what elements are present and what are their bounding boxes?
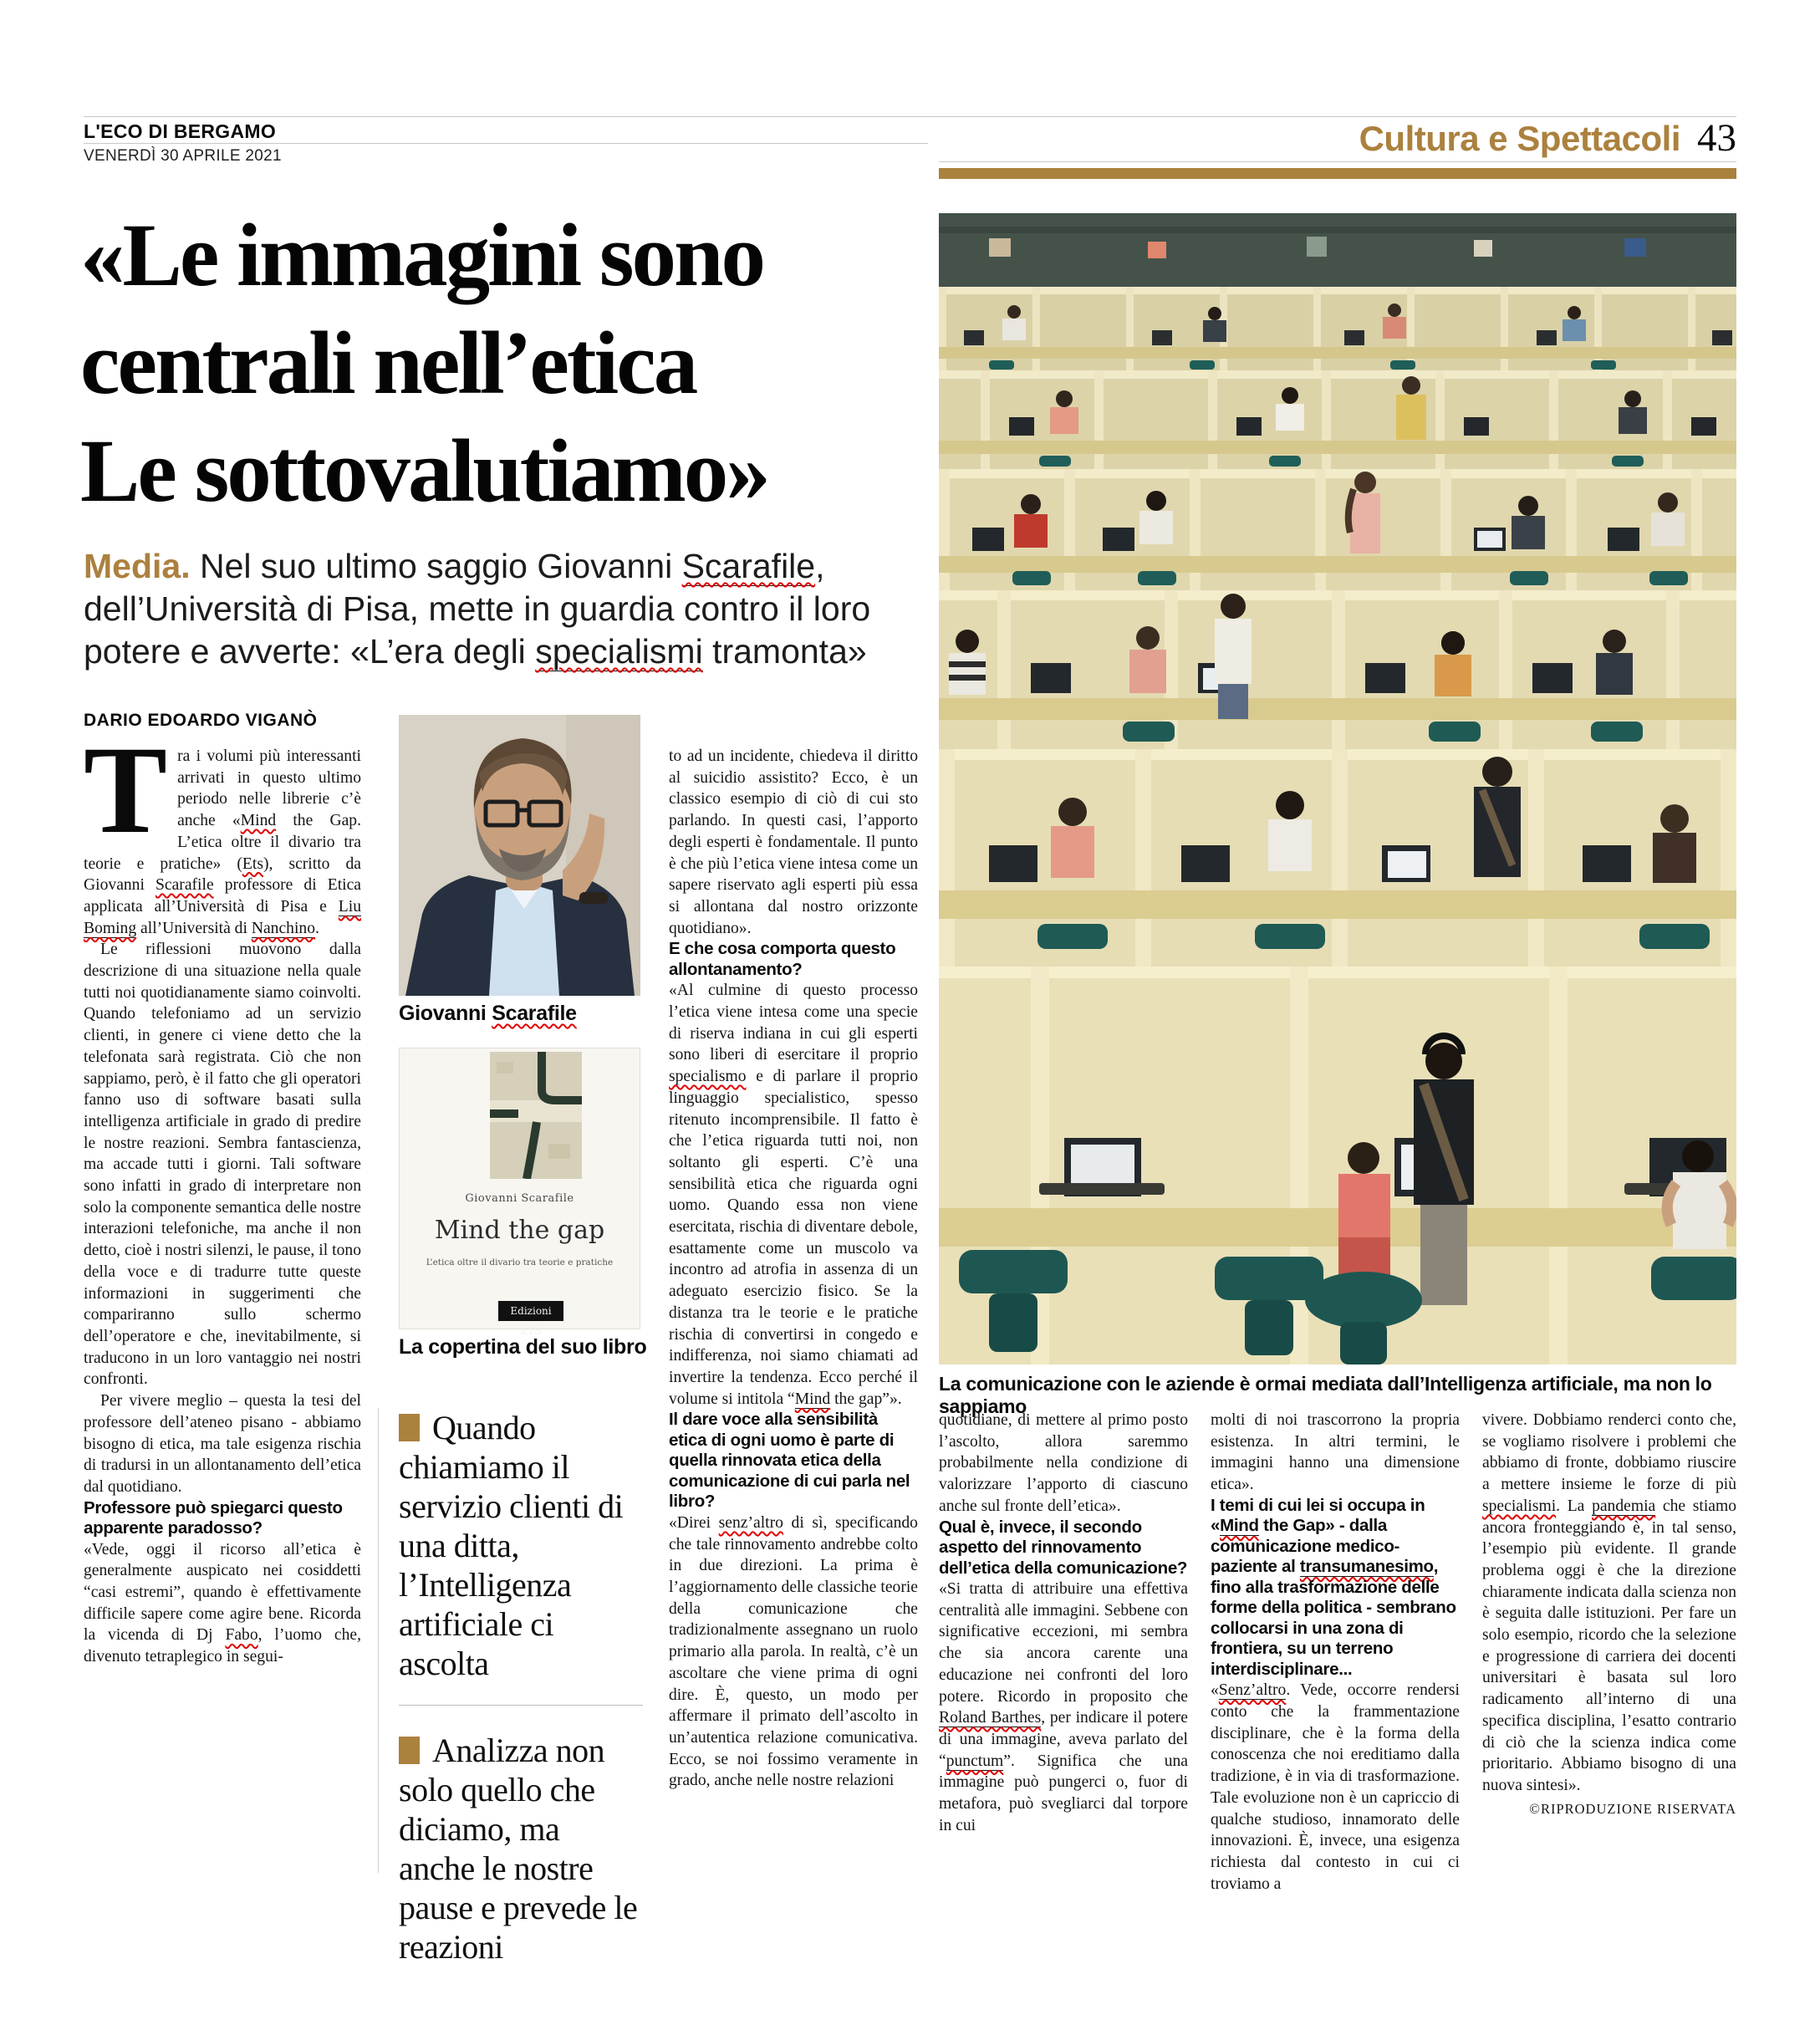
- interview-question: Il dare voce alla sensibilità etica di ogni uomo è parte di quella rinnovata etica della comunicazione di cui parla nel libro?: [669, 1410, 910, 1512]
- portrait-illustration: [399, 715, 640, 996]
- copyright-notice: ©RIPRODUZIONE RISERVATA: [1529, 1800, 1736, 1817]
- quote-divider: [399, 1705, 643, 1706]
- paragraph: vivere. Dobbiamo renderci conto che, se vogliamo risolvere i problemi che abbiamo di fronte, dobbiamo riuscire a mettere insieme le forze di più specialismi. La pandemia che stiamo ancora fronteggiando è, in tal senso, l’esempio più evidente. Il grande problema oggi è che la direzione chiaramente indicata dalla scienza non è seguita dalle istituzioni. Per fare un solo esempio, ricordo che la selezione e progressione di carriera dei docenti universitari è basata sul loro radicamento all’interno di una specifica disciplina, l’esatto contrario di ciò che la scienza indica come prioritario. Abbiamo bisogno di una nuova sintesi».: [1482, 1411, 1736, 1794]
- quote-bullet: [399, 1737, 420, 1764]
- pull-quote: Quando chiamiamo il servizio clienti di una ditta, l’Intelligenza artificiale ci ascolta: [399, 1409, 624, 1682]
- section-accent-bar: [939, 168, 1736, 179]
- headline-line: «Le immagini sono: [80, 207, 763, 305]
- paragraph: quotidiane, di mettere al primo posto l’ascolto, allora saremmo probabilmente nella condizione di valorizzare l’apporto di ciascuno anche sul fronte dell’etica».: [939, 1411, 1188, 1515]
- callcenter-photo: [939, 213, 1736, 1364]
- section-rule: [939, 161, 1736, 162]
- book-title: Mind the gap: [434, 1216, 605, 1245]
- article-headline: [80, 202, 768, 526]
- paragraph: «Al culmine di questo processo l’etica viene intesa come una specie di riserva indiana in cui gli esperti sono liberi di esercitare il proprio specialismo e di parlare il proprio linguaggio specialistico, spesso ritenuto incomprensibile. Il fatto è che l’etica riguarda tutti noi, non soltanto gli esperti. C’è una sensibilità etica che riguarda ogni uomo. Quando essa non viene esercitata, rischia di diventare debole, esattamente come un muscolo va incontro ad atrofia in assenza di un adeguato esercizio fisico. Se la distanza tra le teorie e le pratiche rischia di convertirsi in congedo e indifferenza, noi siamo chiamati ad invertire la tendenza. Ecco perché il volume si intitola “Mind the gap”».: [669, 982, 918, 1408]
- portrait-photo: [399, 715, 640, 996]
- body-column-6: [1482, 1410, 1736, 1878]
- body-column-4: [939, 1410, 1188, 1878]
- drop-cap: T: [84, 721, 168, 859]
- quote-bullet: [399, 1414, 420, 1441]
- paragraph: Le riflessioni muovono dalla descrizione di una situazione nella quale tutti noi quotidianamente siamo coinvolti. Quando telefoniamo ad un servizio clienti, in genere ci viene detto che la telefonata sarà registrata. Ciò che non sappiamo, però, è il fatto che gli operatori fanno uso di software basati sulla intelligenza artificiale in grado di predire le nostre reazioni. Sembra fantascienza, ma accade tutti i giorni. Tali software sono infatti in grado di interpretare non solo la componente semantica delle nostre interazioni telefoniche, ma anche il non detto, cioè i nostri silenzi, le pause, il tono della voce e di tradurre tutte queste informazioni in suggerimenti che compariranno sullo schermo dell’operatore e che, inevitabilmente, si traducono in un loro vantaggio nei nostri confronti.: [84, 941, 361, 1389]
- column-rule: [378, 1408, 379, 1873]
- book-subtitle: L’etica oltre il divario tra teorie e pratiche: [426, 1257, 614, 1268]
- section-title: Cultura e Spettacoli: [1359, 119, 1680, 158]
- interview-question: Professore può spiegarci questo apparente paradosso?: [84, 1497, 343, 1538]
- photo-caption: La comunicazione con le aziende è ormai mediata dall’Intelligenza artificiale, ma non lo sappiamo: [939, 1373, 1712, 1417]
- book-cover-art: [490, 1052, 582, 1179]
- book-cover: [399, 1048, 640, 1337]
- interview-question: Qual è, invece, il secondo aspetto del rinnovamento dell’etica della comunicazione?: [939, 1517, 1188, 1578]
- standfirst-text: Nel suo ultimo saggio Giovanni Scarafile, dell’Università di Pisa, mette in guardia contro il loro potere e avverte: «L’era degli specialismi tramonta»: [84, 547, 871, 671]
- masthead-rule: [84, 143, 928, 144]
- headline-line: Le sottovalutiamo»: [80, 422, 768, 521]
- edition-date: VENERDÌ 30 APRILE 2021: [84, 147, 282, 165]
- paragraph: «Vede, oggi il ricorso all’etica è generalmente auspicato nei cosiddetti “casi estremi”, quando è effettivamente difficile sapere come agire bene. Ricorda la vicenda di Dj Fabo, l’uomo che, divenuto tetraplegico in segui-: [84, 1540, 361, 1666]
- paragraph: molti di noi trascorrono la propria esistenza. In altri termini, le immagini hanno una dimensione etica».: [1211, 1411, 1460, 1494]
- book-caption: La copertina del suo libro: [399, 1335, 647, 1359]
- pull-quotes: [399, 1408, 643, 1966]
- newspaper-name: L'ECO DI BERGAMO: [84, 120, 277, 142]
- section-header: [1359, 115, 1736, 161]
- paragraph: «Senz’altro. Vede, occorre rendersi conto che la frammentazione disciplinare, che è la forma della conoscenza che noi ereditiamo dalla tradizione, è in via di trasformazione. Tale evoluzione non è un capriccio di qualche studioso, innamorato delle innovazioni. È, invece, una esigenza richiesta dal contesto in cui ci troviamo a: [1211, 1681, 1460, 1893]
- book-author: Giovanni Scarafile: [465, 1192, 574, 1205]
- paragraph: «Direi senz’altro di sì, specificando che tale rinnovamento andrebbe colto in due direzioni. La prima è l’aggiornamento delle classiche teorie della comunicazione che tradizionalmente assegnano un ruolo primario alla parola. In realtà, c’è un ascoltare che viene prima di ogni dire. È, questo, un modo per affermare il primato dell’ascolto in un’autentica relazione comunicativa. Ecco, se noi fossimo veramente in grado, anche nelle nostre relazioni: [669, 1513, 918, 1790]
- paragraph: to ad un incidente, chiedeva il diritto al suicidio assistito? Ecco, è un classico esempio di ciò di cui sto parlando. In questi casi, l’apporto degli esperti è fondamentale. Il punto è che più l’etica viene intesa come un sapere riservato agli esperti più essa si allontana dal nostro orizzonte quotidiano».: [669, 747, 918, 937]
- book-publisher: Edizioni ETS: [498, 1301, 563, 1321]
- interview-question: E che cosa comporta questo allontanamento?: [669, 939, 896, 979]
- page-number: 43: [1697, 116, 1736, 160]
- kicker: Media.: [84, 547, 191, 585]
- body-column-5: [1211, 1410, 1460, 1893]
- pull-quote: Analizza non solo quello che diciamo, ma anche le nostre pause e prevede le reazioni: [399, 1732, 638, 1966]
- body-column-3: [669, 746, 918, 1876]
- interview-question: I temi di cui lei si occupa in «Mind the Gap» - dalla comunicazione medico-paziente al transumanesimo, fino alla trasformazione delle forme della politica - sembrano collocarsi in una zona di frontiera, su un terreno interdisciplinare...: [1211, 1495, 1456, 1679]
- paragraph: Tra i volumi più interessanti arrivati in questo ultimo periodo nelle librerie c’è anche «Mind the Gap. L’etica oltre il divario tra teorie e pratiche» (Ets), scritto da Giovanni Scarafile professore di Etica applicata all’Università di Pisa e Liu Boming all’Università di Nanchino.: [84, 721, 361, 937]
- standfirst: [84, 545, 924, 673]
- paragraph: «Si tratta di attribuire una effettiva centralità alle immagini. Sebbene con significative eccezioni, mi sembra che sia ancora carente una educazione nei confronti del loro potere. Ricordo in proposito che Roland Barthes, per indicare il potere di una immagine, aveva parlato del “punctum”. Significa che una immagine può pungerci o, fuor di metafora, può svegliarci dal torpore in cui: [939, 1580, 1189, 1834]
- byline: DARIO EDOARDO VIGANÒ: [84, 711, 318, 730]
- paragraph: Per vivere meglio – questa la tesi del professore dell’ateneo pisano - abbiamo bisogno di etica, ma tale esigenza rischia di tradursi in un allontanamento dell’etica dal quotidiano.: [84, 1392, 361, 1496]
- callcenter-illustration: [939, 213, 1736, 1364]
- headline-line: centrali nell’etica: [80, 314, 696, 413]
- portrait-caption: Giovanni Scarafile: [399, 1002, 577, 1025]
- body-column-1: [84, 721, 361, 1876]
